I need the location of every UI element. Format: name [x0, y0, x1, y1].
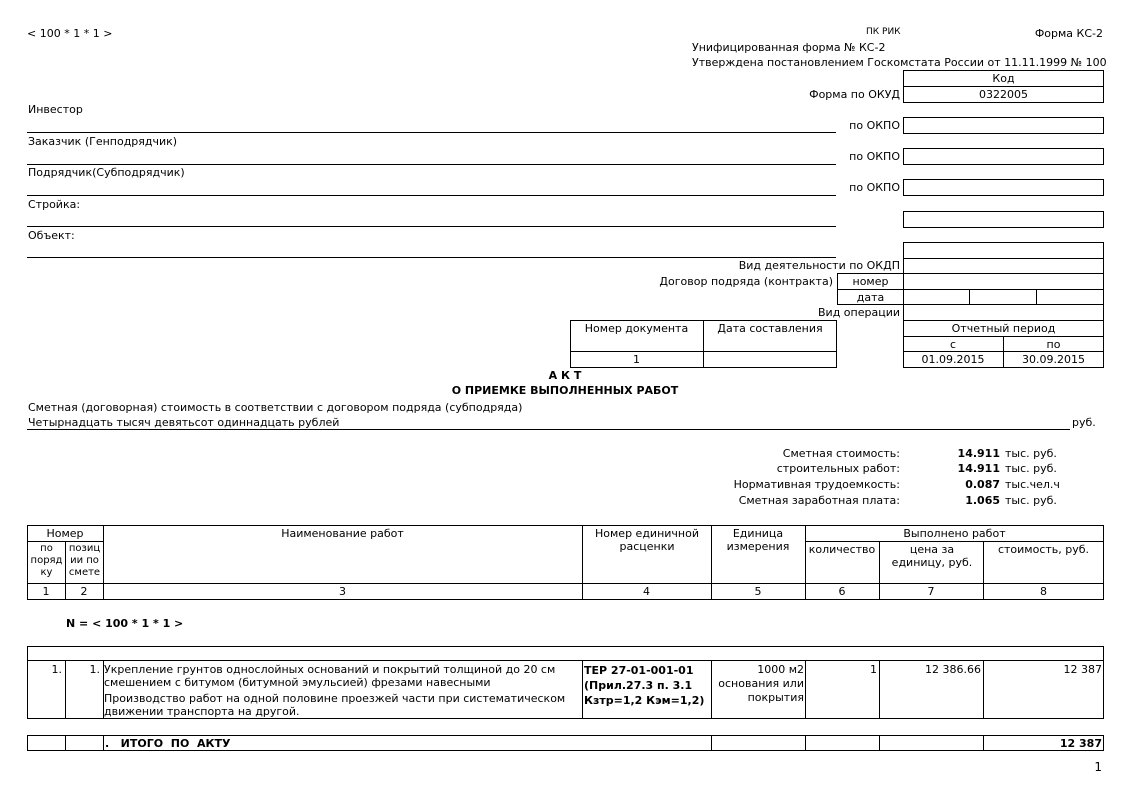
- summary-label-1: строительных работ:: [776, 462, 900, 475]
- row-unit: 1000 м2 основания или покрытия: [718, 663, 804, 704]
- col-num-3: 3: [339, 585, 346, 598]
- code-header-cell: [903, 70, 1104, 87]
- total-div-5: [805, 735, 806, 751]
- form-code: < 100 * 1 * 1 >: [27, 27, 113, 40]
- h-position: позиц ии по смете: [68, 543, 101, 578]
- h-price: цена за единицу, руб.: [891, 543, 973, 569]
- h-unit: Единица измерения: [726, 527, 790, 553]
- col-num-8: 8: [1040, 585, 1047, 598]
- approved-label: Утверждена постановлением Госкомстата России от 11.11.1999 № 100: [692, 56, 1107, 69]
- contract-label: Договор подряда (контракта): [659, 275, 833, 288]
- h-number: Номер: [46, 527, 84, 540]
- customer-line: [27, 164, 836, 165]
- row-name: Укрепление грунтов однослойных оснований и покрытий толщиной до 20 см смешением с битумом (битумной эмульсией) фрезами навесными: [104, 663, 556, 689]
- contract-number-field[interactable]: [903, 273, 1104, 290]
- okpo-label-customer: по ОКПО: [849, 150, 900, 163]
- row-div-3: [582, 660, 583, 719]
- period-to: 30.09.2015: [1022, 353, 1085, 366]
- doc-number: 1: [633, 353, 640, 366]
- header-line-done: [805, 541, 1104, 542]
- cost-words: Четырнадцать тысяч девятьсот одиннадцать рублей: [28, 416, 340, 429]
- col-num-1: 1: [42, 585, 50, 598]
- summary-value-3: 1.065: [965, 494, 1000, 507]
- summary-label-2: Нормативная трудоемкость:: [733, 478, 900, 491]
- operation-label: Вид операции: [818, 306, 900, 319]
- cost-line: Сметная (договорная) стоимость в соответствии с договором подряда (субподряда): [28, 401, 523, 414]
- contract-number-label: номер: [852, 275, 889, 288]
- object-code-field[interactable]: [903, 242, 1104, 259]
- code-header: Код: [992, 72, 1015, 85]
- summary-unit-2: тыс.чел.ч: [1005, 478, 1060, 491]
- period-from: 01.09.2015: [921, 353, 985, 366]
- row-rate: ТЕР 27-01-001-01 (Прил.27.3 п. 3.1 Кзтр=1,2 Кэм=1,2): [584, 664, 705, 707]
- row-name-note: Производство работ на одной половине проезжей части при систематическом движении транспорта на другой.: [104, 692, 566, 718]
- total-div-2: [103, 735, 104, 751]
- okdp-field[interactable]: [903, 258, 1104, 274]
- summary-label-3: Сметная заработная плата:: [738, 494, 900, 507]
- summary-unit-0: тыс. руб.: [1005, 447, 1057, 460]
- period-label: Отчетный период: [951, 322, 1056, 335]
- pk-rik-label: ПК РИК: [866, 27, 901, 37]
- okud-value: 0322005: [979, 88, 1028, 101]
- okpo-customer-field[interactable]: [903, 148, 1104, 165]
- h-name: Наименование работ: [281, 527, 404, 540]
- contract-date-label: дата: [856, 291, 885, 304]
- okpo-investor-field[interactable]: [903, 117, 1104, 134]
- col-num-5: 5: [754, 585, 762, 598]
- summary-value-1: 14.911: [957, 462, 1000, 475]
- investor-label: Инвестор: [28, 103, 83, 116]
- okpo-contractor-field[interactable]: [903, 179, 1104, 196]
- row-price: 12 386.66: [925, 663, 981, 676]
- object-label: Объект:: [28, 229, 75, 242]
- date-divider-2: [1036, 289, 1037, 305]
- page-number: 1: [1094, 760, 1102, 774]
- object-line: [27, 257, 836, 258]
- act-subtitle: О ПРИЕМКЕ ВЫПОЛНЕННЫХ РАБОТ: [451, 384, 679, 397]
- okpo-label-investor: по ОКПО: [849, 119, 900, 132]
- contractor-label: Подрядчик(Субподрядчик): [28, 166, 185, 179]
- col-num-7: 7: [927, 585, 935, 598]
- row-position: 1.: [89, 663, 100, 676]
- summary-value-0: 14.911: [957, 447, 1000, 460]
- row-qty: 1: [870, 663, 877, 676]
- cost-currency: руб.: [1072, 416, 1096, 429]
- period-to-label: по: [1046, 338, 1061, 351]
- h-rate: Номер единичной расценки: [595, 527, 699, 553]
- operation-field[interactable]: [903, 304, 1104, 321]
- col-num-6: 6: [838, 585, 846, 598]
- okdp-label: Вид деятельности по ОКДП: [738, 259, 900, 272]
- construction-code-field[interactable]: [903, 211, 1104, 228]
- col-num-4: 4: [643, 585, 650, 598]
- row-order: 1.: [51, 663, 62, 676]
- summary-value-2: 0.087: [965, 478, 1000, 491]
- okud-cell: [903, 86, 1104, 103]
- act-title: А К Т: [548, 369, 582, 382]
- summary-unit-1: тыс. руб.: [1005, 462, 1057, 475]
- doc-table-row-line: [570, 351, 837, 352]
- col-num-2: 2: [80, 585, 88, 598]
- h-cost: стоимость, руб.: [997, 543, 1090, 556]
- summary-label-0: Сметная стоимость:: [782, 447, 900, 460]
- total-div-4: [711, 735, 712, 751]
- okud-label: Форма по ОКУД: [809, 88, 900, 101]
- cost-words-line: [27, 429, 1070, 430]
- section-label: N = < 100 * 1 * 1 >: [66, 617, 184, 630]
- construction-label: Стройка:: [28, 198, 81, 211]
- total-div-6: [879, 735, 880, 751]
- period-from-label: с: [949, 338, 957, 351]
- h-done: Выполнено работ: [903, 527, 1006, 540]
- doc-date-label: Дата составления: [717, 322, 823, 335]
- form-name: Форма КС-2: [1034, 27, 1103, 40]
- row-cost: 12 387: [1063, 663, 1102, 676]
- h-qty: количество: [808, 543, 876, 556]
- summary-unit-3: тыс. руб.: [1005, 494, 1057, 507]
- date-divider-1: [969, 289, 970, 305]
- unified-form-label: Унифицированная форма № КС-2: [692, 41, 886, 54]
- customer-label: Заказчик (Генподрядчик): [28, 135, 178, 148]
- row-top-line: [27, 660, 1104, 661]
- investor-line: [27, 132, 836, 133]
- total-value: 12 387: [1059, 737, 1102, 750]
- okpo-label-contractor: по ОКПО: [849, 181, 900, 194]
- doc-number-label: Номер документа: [584, 322, 689, 335]
- total-div-1: [65, 735, 66, 751]
- contractor-line: [27, 195, 836, 196]
- construction-line: [27, 226, 836, 227]
- total-label: . ИТОГО ПО АКТУ: [105, 737, 231, 750]
- h-order: по поряд ку: [30, 543, 63, 578]
- contract-date-field[interactable]: [903, 289, 1104, 305]
- header-line-nums: [27, 583, 1104, 584]
